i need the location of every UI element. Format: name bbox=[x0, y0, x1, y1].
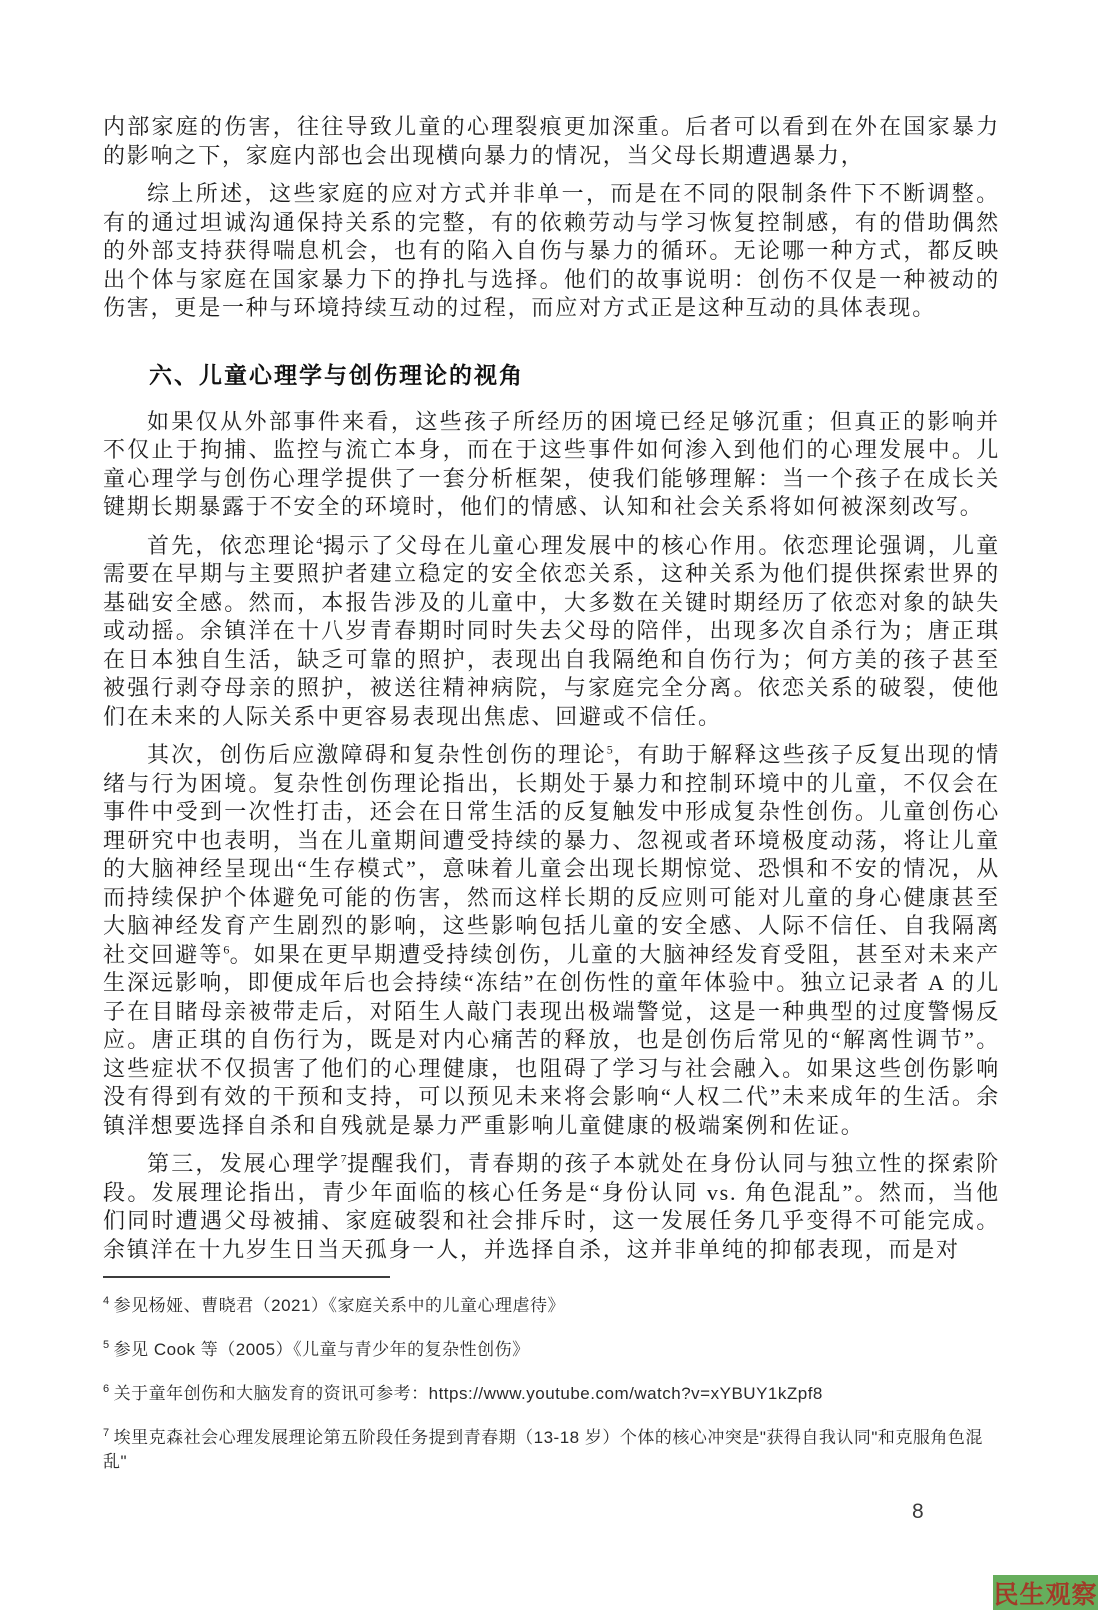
footnote: $^4$ 参见杨娅、曹晓君（2021）《家庭关系中的儿童心理虐待》 bbox=[103, 1295, 565, 1315]
watermark: 民生观察 bbox=[993, 1575, 1098, 1610]
footnote-ref: 7 bbox=[340, 1151, 347, 1166]
footnote-ref: 6 bbox=[223, 942, 230, 957]
footnote-marker: 7 bbox=[103, 1427, 110, 1440]
document-body bbox=[103, 113, 1000, 1274]
footnote-ref: 5 bbox=[606, 742, 613, 757]
footnote-separator bbox=[103, 1276, 390, 1278]
footnote: $^7$ 埃里克森社会心理发展理论第五阶段任务提到青春期（13-18 岁）个体的核心冲突是"获得自我认同"和克服角色混乱" bbox=[103, 1427, 983, 1471]
section-heading: 六、儿童心理学与创伤理论的视角 bbox=[149, 361, 524, 388]
footnote: $^5$ 参见 Cook 等（2005）《儿童与青少年的复杂性创伤》 bbox=[103, 1339, 530, 1359]
footnote-marker: 5 bbox=[103, 1339, 110, 1352]
paragraph: 内部家庭的伤害，往往导致儿童的心理裂痕更加深重。后者可以看到在外在国家暴力的影响之下，家庭内部也会出现横向暴力的情况，当父母长期遭遇暴力， bbox=[103, 114, 1000, 168]
footnote-marker: 6 bbox=[103, 1383, 110, 1396]
footnote-section bbox=[103, 1276, 1000, 1494]
paragraph: 综上所述，这些家庭的应对方式并非单一，而是在不同的限制条件下不断调整。有的通过坦诚沟通保持关系的完整，有的依赖劳动与学习恢复控制感，有的借助偶然的外部支持获得喘息机会，也有的陷入自伤与暴力的循环。无论哪一种方式，都反映出个体与家庭在国家暴力下的挣扎与选择。他们的故事说明：创伤不仅是一种被动的伤害，更是一种与环境持续互动的过程，而应对方式正是这种互动的具体表现。 bbox=[103, 181, 1000, 320]
paragraph: 如果仅从外部事件来看，这些孩子所经历的困境已经足够沉重；但真正的影响并不仅止于拘捕、监控与流亡本身，而在于这些事件如何渗入到他们的心理发展中。儿童心理学与创伤心理学提供了一套分析框架，使我们能够理解：当一个孩子在成长关键期长期暴露于不安全的环境时，他们的情感、认知和社会关系将如何被深刻改写。 bbox=[103, 408, 1000, 519]
paragraph: 首先，依恋理论$^4$揭示了父母在儿童心理发展中的核心作用。依恋理论强调，儿童需要在早期与主要照护者建立稳定的安全依恋关系，这种关系为他们提供探索世界的基础安全感。然而，本报告涉及的儿童中，大多数在关键时期经历了依恋对象的缺失或动摇。余镇洋在十八岁青春期时同时失去父母的陪伴，出现多次自杀行为；唐正琪在日本独自生活，缺乏可靠的照护，表现出自我隔绝和自伤行为；何方美的孩子甚至被强行剥夺母亲的照护，被送往精神病院，与家庭完全分离。依恋关系的破裂，使他们在未来的人际关系中更容易表现出焦虑、回避或不信任。 bbox=[103, 532, 1000, 729]
page-number: 8 bbox=[912, 1500, 924, 1523]
footnote-marker: 4 bbox=[103, 1295, 110, 1308]
footnote: $^6$ 关于童年创伤和大脑发育的资讯可参考：https://www.youtube.com/watch?v=xYBUY1kZpf8 bbox=[103, 1383, 823, 1403]
footnote-ref: 4 bbox=[316, 533, 323, 548]
paragraph: 第三，发展心理学$^7$提醒我们，青春期的孩子本就处在身份认同与独立性的探索阶段。发展理论指出，青少年面临的核心任务是“身份认同 vs. 角色混乱”。然而，当他们同时遭遇父母被捕、家庭破裂和社会排斥时，这一发展任务几乎变得不可能完成。余镇洋在十九岁生日当天孤身一人，并选择自杀，这并非单纯的抑郁表现，而是对 bbox=[103, 1151, 1000, 1262]
paragraph: 其次，创伤后应激障碍和复杂性创伤的理论$^5$，有助于解释这些孩子反复出现的情绪与行为困境。复杂性创伤理论指出，长期处于暴力和控制环境中的儿童，不仅会在事件中受到一次性打击，还会在日常生活的反复触发中形成复杂性创伤。儿童创伤心理研究中也表明，当在儿童期间遭受持续的暴力、忽视或者环境极度动荡，将让儿童的大脑神经呈现出“生存模式”，意味着儿童会出现长期惊觉、恐惧和不安的情况，从而持续保护个体避免可能的伤害，然而这样长期的反应则可能对儿童的身心健康甚至大脑神经发育产生剧烈的影响，这些影响包括儿童的安全感、人际不信任、自我隔离社交回避等$^6$。如果在更早期遭受持续创伤，儿童的大脑神经发育受阻，甚至对未来产生深远影响，即便成年后也会持续“冻结”在创伤性的童年体验中。独立记录者 A 的儿子在目睹母亲被带走后，对陌生人敲门表现出极端警觉，这是一种典型的过度警惕反应。唐正琪的自伤行为，既是对内心痛苦的释放，也是创伤后常见的“解离性调节”。这些症状不仅损害了他们的心理健康，也阻碍了学习与社会融入。如果这些创伤影响没有得到有效的干预和支持，可以预见未来将会影响“人权二代”未来成年的生活。余镇洋想要选择自杀和自残就是暴力严重影响儿童健康的极端案例和佐证。 bbox=[103, 742, 1000, 1138]
footnote-list bbox=[103, 1294, 1000, 1474]
